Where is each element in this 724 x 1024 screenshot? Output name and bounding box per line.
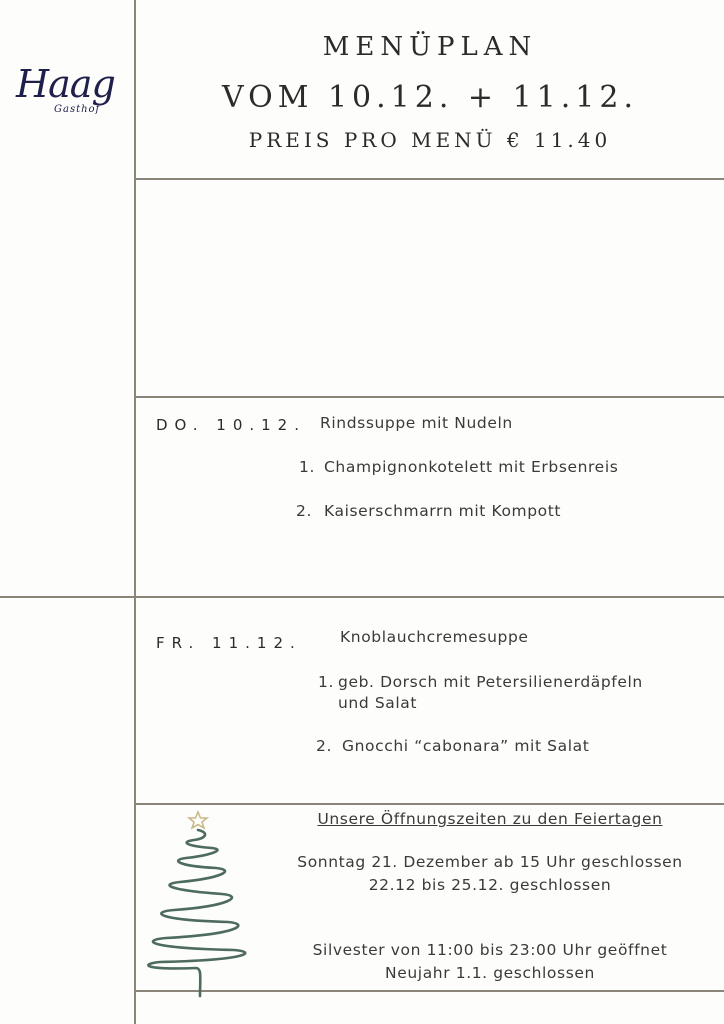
menu-item-1-friday-cont: und Salat xyxy=(338,694,418,712)
star-icon xyxy=(189,812,207,828)
section-divider xyxy=(134,396,724,398)
menu-item-1-friday: geb. Dorsch mit Petersilienerdäpfeln xyxy=(338,673,643,691)
page-title: MENÜPLAN xyxy=(322,32,538,62)
soup-thursday: Rindssuppe mit Nudeln xyxy=(320,414,513,432)
logo-subtext: Gasthof xyxy=(54,104,101,115)
day-label-thursday: DO. 10.12. xyxy=(156,416,306,434)
holiday-line: Sonntag 21. Dezember ab 15 Uhr geschlossen xyxy=(297,853,683,871)
date-range: VOM 10.12. + 11.12. xyxy=(221,80,639,115)
menu-price: PREIS PRO MENÜ € 11.40 xyxy=(248,128,612,152)
soup-friday: Knoblauchcremesuppe xyxy=(340,628,529,646)
header-divider xyxy=(134,178,724,180)
menu-number: 2. xyxy=(296,502,312,520)
holiday-line: 22.12 bis 25.12. geschlossen xyxy=(368,876,612,894)
section-divider xyxy=(134,803,724,805)
menu-number: 1. xyxy=(299,458,315,476)
christmas-tree-icon xyxy=(136,808,266,1003)
day-label-friday: FR. 11.12. xyxy=(156,634,302,652)
section-divider xyxy=(0,596,724,598)
menu-number: 1. xyxy=(318,673,334,691)
logo-text: Haag xyxy=(16,62,115,106)
holiday-line: Silvester von 11:00 bis 23:00 Uhr geöffnet xyxy=(312,941,668,959)
menu-item-2-friday: Gnocchi “cabonara” mit Salat xyxy=(342,737,590,755)
holiday-heading: Unsere Öffnungszeiten zu den Feiertagen xyxy=(317,810,663,828)
holiday-line: Neujahr 1.1. geschlossen xyxy=(385,964,595,982)
menu-number: 2. xyxy=(316,737,332,755)
menu-item-2-thursday: Kaiserschmarrn mit Kompott xyxy=(324,502,562,520)
gasthof-logo xyxy=(14,62,114,122)
menu-item-1-thursday: Champignonkotelett mit Erbsenreis xyxy=(324,458,619,476)
